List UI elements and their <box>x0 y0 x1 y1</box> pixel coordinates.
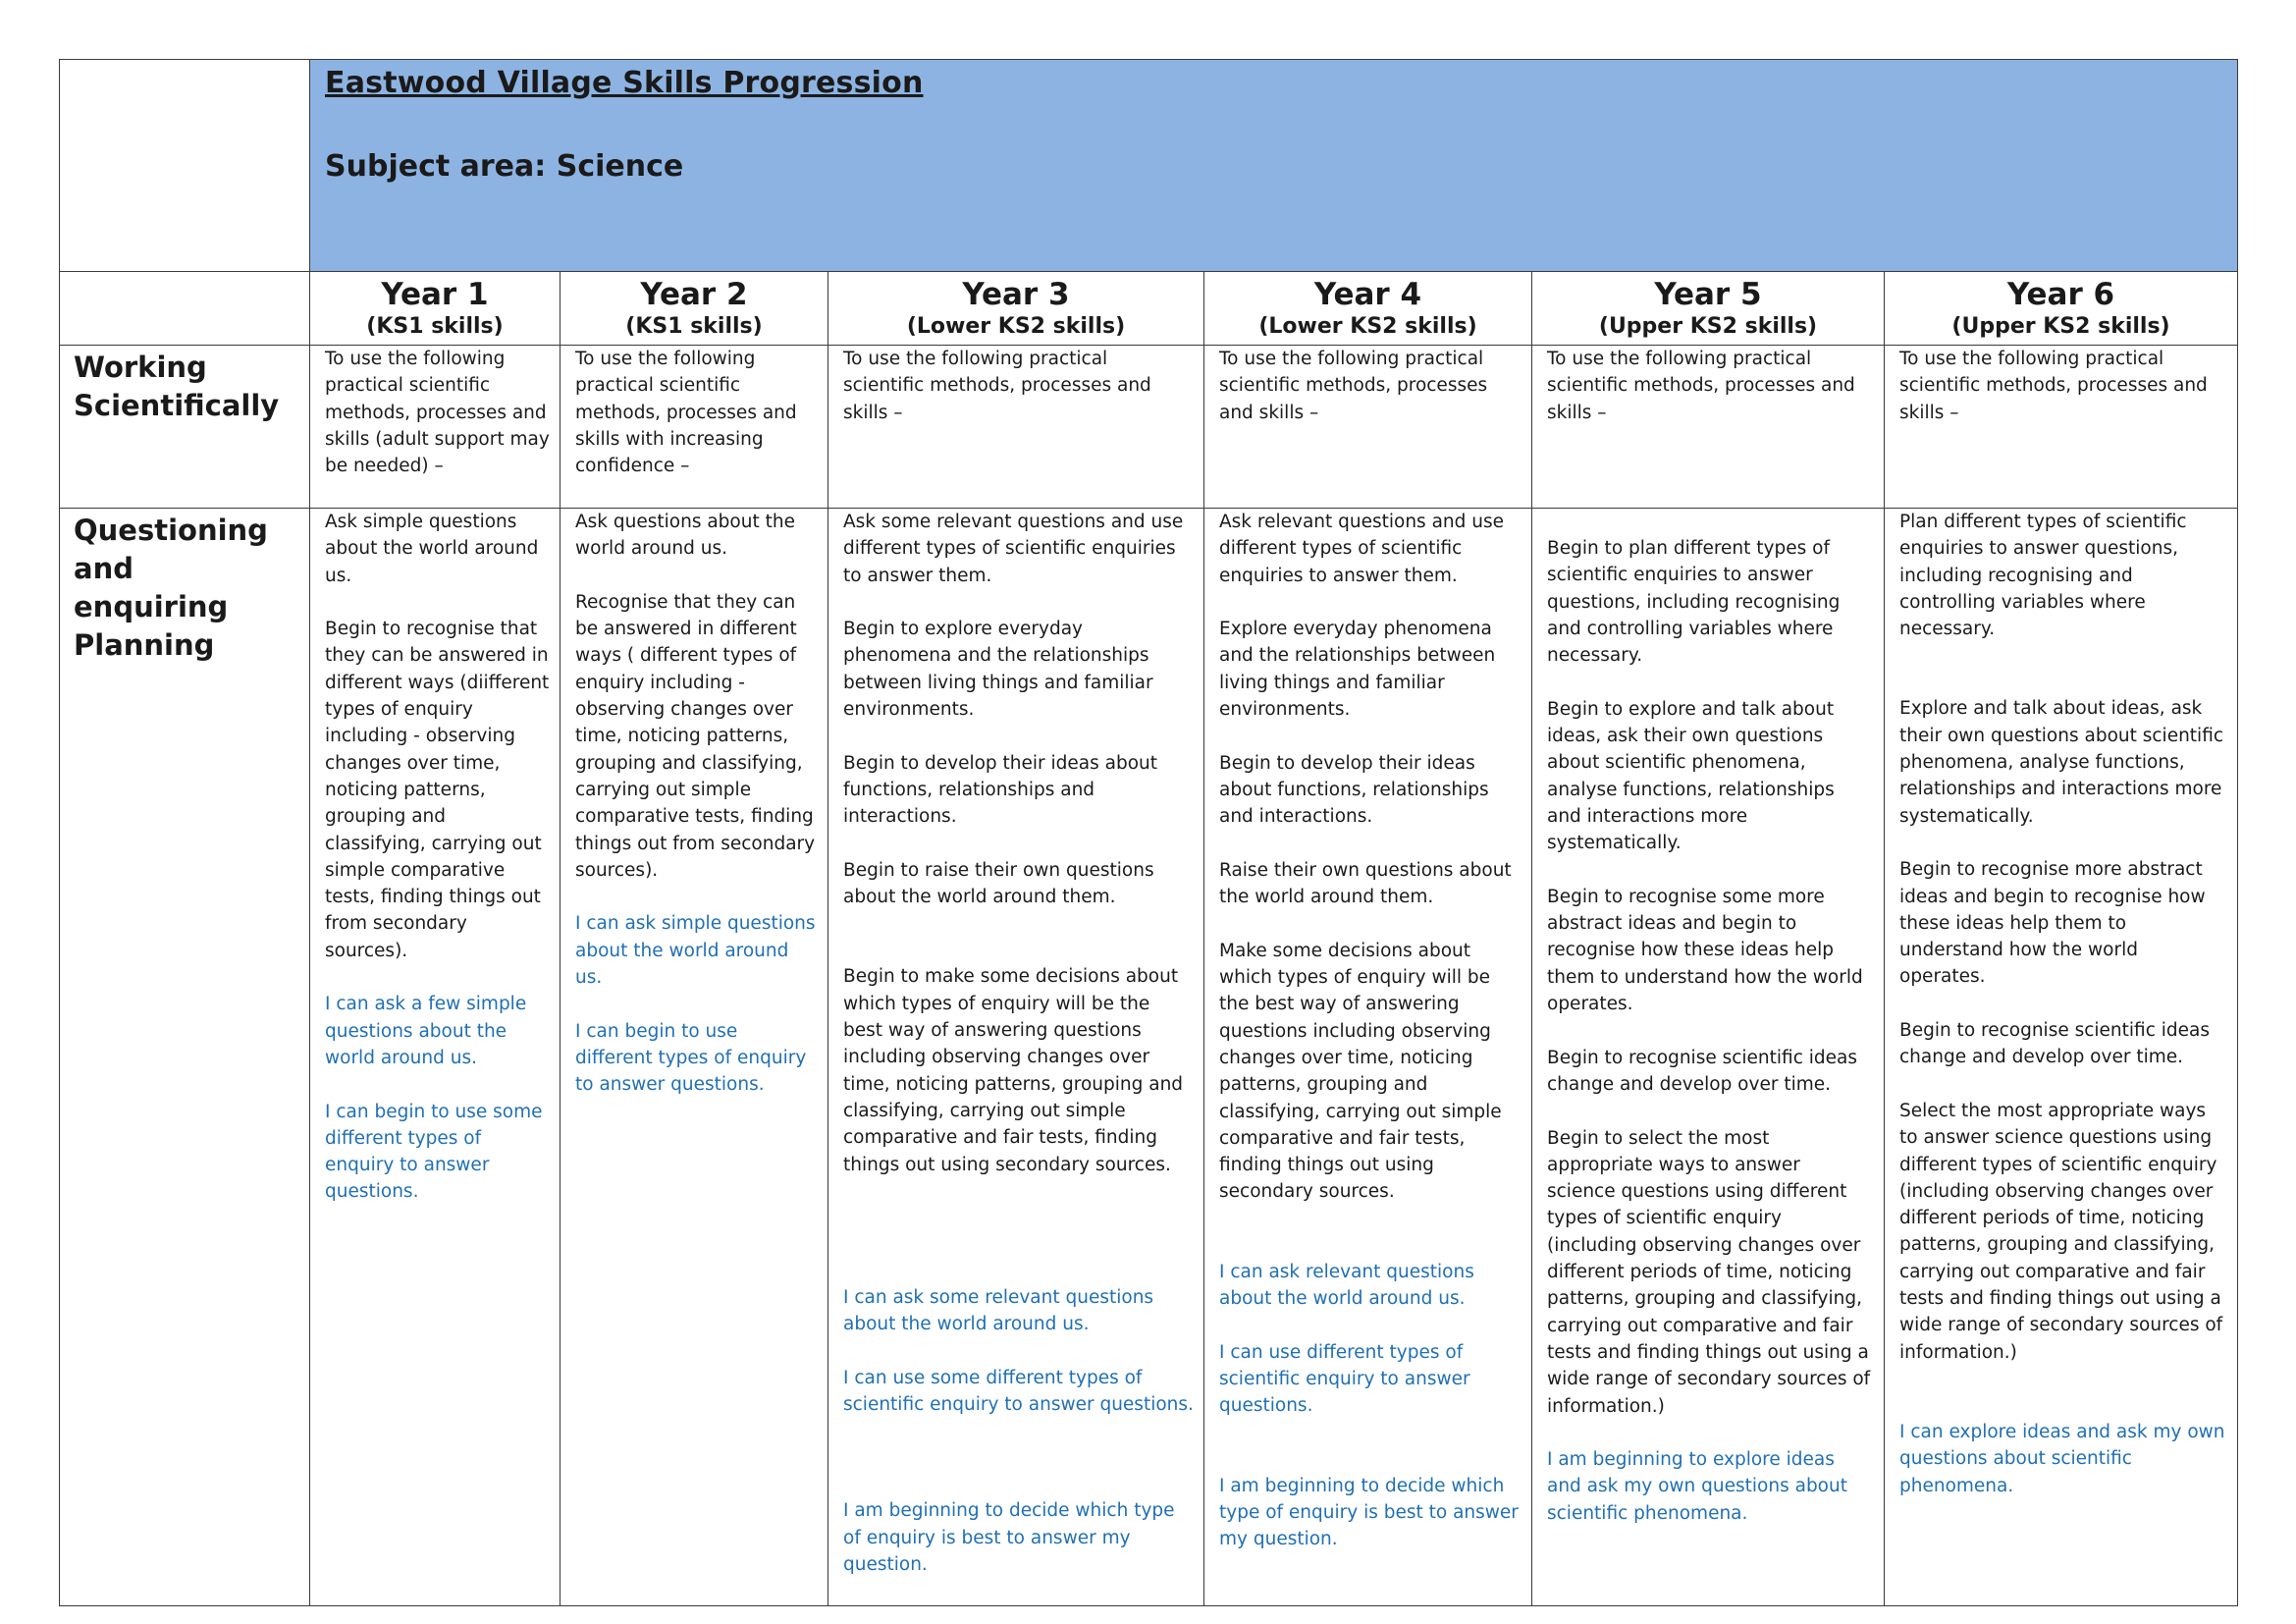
statement: Recognise that they can be answered in different ways ( different types of enquiry including - observing changes over time, noticing patterns, grouping and classifying, carrying out simple comparative tests, finding things out from secondary sources). <box>575 591 816 881</box>
blank-header-cell <box>60 272 310 346</box>
year-name: Year 4 <box>1313 277 1422 312</box>
questioning-cell-year-5 <box>1532 509 1885 1606</box>
working-cell-year-3: To use the following practical scientific methods, processes and skills – <box>828 346 1204 509</box>
statement: Begin to recognise more abstract ideas and begin to recognise how these ideas help them to understand how the world operates. <box>1899 859 2206 988</box>
working-cell-year-4: To use the following practical scientific methods, processes and skills – <box>1204 346 1532 509</box>
i-can-statement: I can begin to use some different types of enquiry to answer questions. <box>325 1101 543 1203</box>
year-skill-level: (Upper KS2 skills) <box>1598 314 1818 339</box>
i-can-statement: I can ask relevant questions about the world around us. <box>1219 1261 1474 1310</box>
i-can-statement: I am beginning to decide which type of enquiry is best to answer my question. <box>843 1500 1175 1575</box>
blank-corner-cell <box>60 60 310 272</box>
i-can-statement: I am beginning to explore ideas and ask my own questions about scientific phenomena. <box>1547 1449 1847 1524</box>
year-header-row <box>60 272 2238 346</box>
i-can-statement: I can ask some relevant questions about the world around us. <box>843 1286 1154 1335</box>
row-label-working-scientifically: Working Scientifically <box>60 346 310 509</box>
statement: Make some decisions about which types of enquiry will be the best way of answering questions including observing changes over time, noticing patterns, grouping and classifying, carrying out simple comparative and fair tests, finding things out using secondary sources. <box>1219 940 1502 1203</box>
i-can-statement: I can explore ideas and ask my own questions about scientific phenomena. <box>1899 1421 2225 1496</box>
statement: Begin to recognise that they can be answered in different ways (diifferent types of enquiry including - observing changes over time, noticing patterns, grouping and classifying, carrying out simple comparative tests, finding things out from secondary sources). <box>325 619 550 961</box>
statement: Begin to select the most appropriate ways to answer science questions using different types of scientific enquiry (including observing changes over different periods of time, noticing patterns, grouping and classifying, carrying out comparative and fair tests and finding things out using a wide range of secondary sources of information.) <box>1547 1127 1871 1417</box>
working-scientifically-row <box>60 346 2238 509</box>
i-can-statement: I am beginning to decide which type of enquiry is best to answer my question. <box>1219 1475 1519 1550</box>
year-name: Year 2 <box>640 277 748 312</box>
questioning-cell-year-2 <box>561 509 828 1606</box>
statement: Begin to make some decisions about which types of enquiry will be the best way of answering questions including observing changes over time, noticing patterns, grouping and classifying, carrying out simple comparative and fair tests, finding things out using secondary sources. <box>843 966 1184 1175</box>
statement: Begin to plan different types of scientific enquiries to answer questions, including recognising and controlling variables where necessary. <box>1547 538 1841 667</box>
statement: Explore everyday phenomena and the relationships between living things and familiar environments. <box>1219 619 1496 721</box>
year-name: Year 5 <box>1654 277 1762 312</box>
row-label-questioning: Questioning and enquiring Planning <box>60 509 310 1606</box>
statement: Ask relevant questions and use different types of scientific enquiries to answer them. <box>1219 512 1505 586</box>
statement: Ask simple questions about the world around us. <box>325 512 539 586</box>
questioning-cell-year-1 <box>310 509 561 1606</box>
i-can-statement: I can use some different types of scientific enquiry to answer questions. <box>843 1367 1194 1416</box>
statement: Ask some relevant questions and use different types of scientific enquiries to answer them. <box>843 512 1184 586</box>
year-skill-level: (Lower KS2 skills) <box>1258 314 1477 339</box>
year-skill-level: (Upper KS2 skills) <box>1951 314 2170 339</box>
statement: Begin to recognise some more abstract ideas and begin to recognise how these ideas help them to understand how the world operates. <box>1547 886 1863 1015</box>
working-cell-year-6: To use the following practical scientific methods, processes and skills – <box>1885 346 2238 509</box>
statement: Begin to recognise scientific ideas change and develop over time. <box>1899 1020 2210 1068</box>
year-2-header <box>561 272 828 346</box>
title-row <box>60 60 2238 272</box>
questioning-cell-year-4 <box>1204 509 1532 1606</box>
questioning-cell-year-6 <box>1885 509 2238 1606</box>
skills-progression-table <box>59 59 2238 1606</box>
year-4-header <box>1204 272 1532 346</box>
year-name: Year 3 <box>962 277 1070 312</box>
statement: Begin to raise their own questions about the world around them. <box>843 859 1154 908</box>
title-cell <box>310 60 2238 272</box>
year-skill-level: (KS1 skills) <box>625 314 763 339</box>
subject-area: Subject area: Science <box>325 149 684 184</box>
year-skill-level: (Lower KS2 skills) <box>906 314 1126 339</box>
statement: Begin to develop their ideas about functions, relationships and interactions. <box>1219 752 1489 828</box>
statement: Plan different types of scientific enquiries to answer questions, including recognising and controlling variables where necessary. <box>1899 512 2187 640</box>
questioning-row <box>60 509 2238 1606</box>
i-can-statement: I can ask a few simple questions about the world around us. <box>325 994 527 1068</box>
working-cell-year-1: To use the following practical scientific methods, processes and skills (adult support may be needed) – <box>310 346 561 509</box>
i-can-statement: I can begin to use different types of enquiry to answer questions. <box>575 1020 807 1096</box>
working-cell-year-2: To use the following practical scientific methods, processes and skills with increasing confidence – <box>561 346 828 509</box>
year-name: Year 1 <box>381 277 489 312</box>
year-6-header <box>1885 272 2238 346</box>
i-can-statement: I can ask simple questions about the world around us. <box>575 913 816 989</box>
statement: Raise their own questions about the world around them. <box>1219 859 1512 908</box>
statement: Begin to develop their ideas about functions, relationships and interactions. <box>843 752 1158 828</box>
statement: Explore and talk about ideas, ask their own questions about scientific phenomena, analyse functions, relationships and interactions more systematically. <box>1899 698 2224 827</box>
statement: Begin to explore everyday phenomena and the relationships between living things and familiar environments. <box>843 619 1153 721</box>
statement: Ask questions about the world around us. <box>575 512 795 560</box>
statement: Begin to recognise scientific ideas change and develop over time. <box>1547 1047 1857 1095</box>
year-5-header <box>1532 272 1885 346</box>
document-title: Eastwood Village Skills Progression <box>325 66 924 100</box>
working-cell-year-5: To use the following practical scientific methods, processes and skills – <box>1532 346 1885 509</box>
statement: Begin to explore and talk about ideas, ask their own questions about scientific phenomena, analyse functions, relationships and interactions more systematically. <box>1547 698 1835 854</box>
year-3-header <box>828 272 1204 346</box>
questioning-cell-year-3 <box>828 509 1204 1606</box>
year-1-header <box>310 272 561 346</box>
year-name: Year 6 <box>2006 277 2115 312</box>
year-skill-level: (KS1 skills) <box>366 314 504 339</box>
i-can-statement: I can use different types of scientific enquiry to answer questions. <box>1219 1341 1470 1417</box>
statement: Select the most appropriate ways to answer science questions using different types of scientific enquiry (including observing changes over different periods of time, noticing patterns, grouping and classifying, carrying out comparative and fair tests and finding things out using a wide range of secondary sources of information.) <box>1899 1100 2223 1363</box>
